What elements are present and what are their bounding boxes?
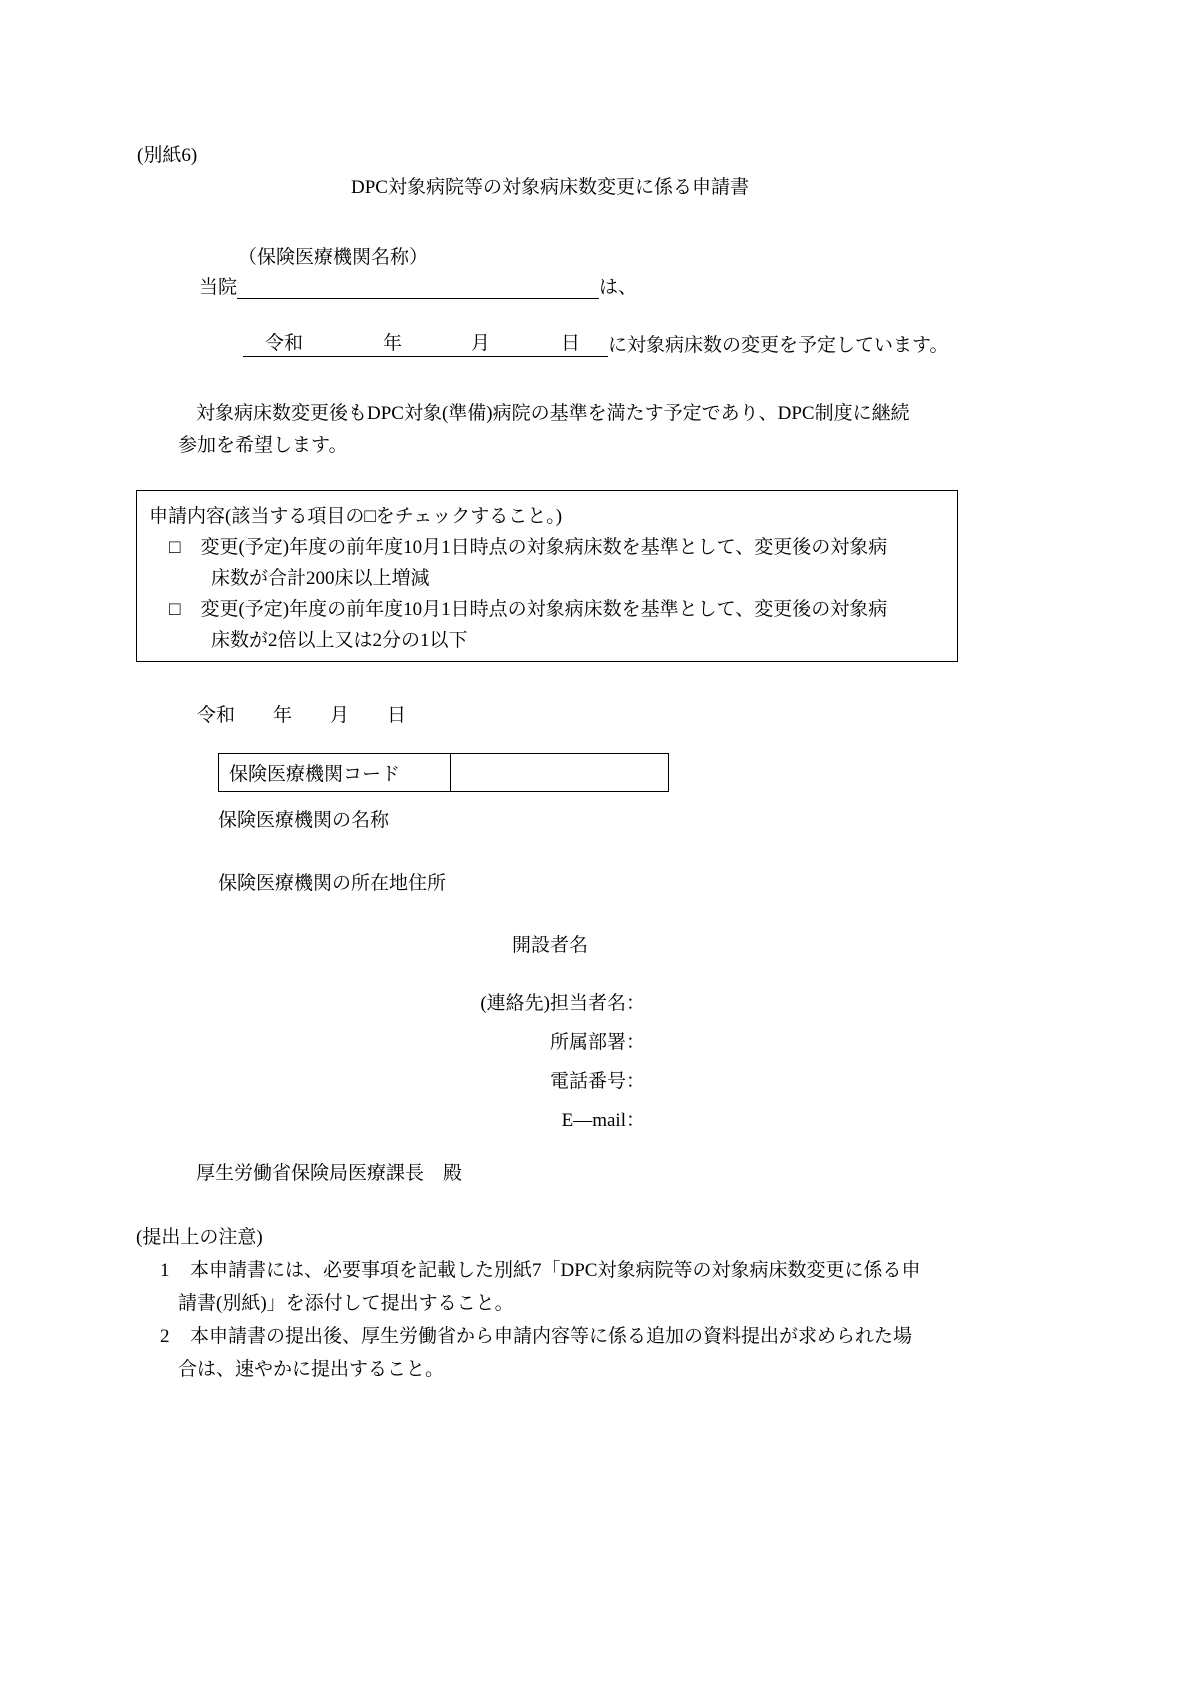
page-title: DPC対象病院等の対象病床数変更に係る申請書 xyxy=(351,177,749,198)
statement-line-1: 対象病床数変更後もDPC対象(準備)病院の基準を満たす予定であり、DPC制度に継続 xyxy=(196,403,910,424)
institution-name-field-label: 保険医療機関の名称 xyxy=(218,810,390,831)
attachment-label: (別紙6) xyxy=(137,145,198,166)
year-label: 年 xyxy=(383,333,403,354)
application-content-box xyxy=(136,490,958,662)
note-2-line-2: 合は、速やかに提出すること。 xyxy=(178,1359,445,1380)
notes-heading: (提出上の注意) xyxy=(136,1227,263,1248)
note-2-number: 2 xyxy=(160,1326,170,1347)
contact-email-label: E—mail： xyxy=(561,1110,645,1131)
planned-date-suffix: に対象病床数の変更を予定しています。 xyxy=(608,335,949,356)
founder-name-field-label: 開設者名 xyxy=(512,935,589,956)
planned-date-line xyxy=(243,330,948,357)
institution-code-label: 保険医療機関コード xyxy=(219,754,451,792)
institution-code-table xyxy=(218,753,669,792)
hospital-name-prefix: 当院 xyxy=(199,277,238,298)
institution-code-value-field xyxy=(451,754,669,792)
day-label: 日 xyxy=(561,333,581,354)
box-item-1 xyxy=(149,532,947,594)
box-item-2-line1: 変更(予定)年度の前年度10月1日時点の対象病床数を基準として、変更後の対象病 xyxy=(200,599,888,620)
box-item-1-line2: 床数が合計200床以上増減 xyxy=(211,568,430,589)
era-label: 令和 xyxy=(265,333,304,354)
addressee-line: 厚生労働省保険局医療課長 殿 xyxy=(196,1163,463,1184)
box-item-2 xyxy=(149,594,947,656)
note-2-text: 本申請書の提出後、厚生労働省から申請内容等に係る追加の資料提出が求められた場 xyxy=(190,1326,913,1347)
institution-name-caption: （保険医療機関名称） xyxy=(238,247,429,268)
box-heading: 申請内容(該当する項目の□をチェックすること。) xyxy=(149,506,563,527)
checkbox-1: □ xyxy=(169,537,181,558)
note-2-line-1 xyxy=(160,1321,912,1348)
signature-date-line: 令和 年 月 日 xyxy=(197,705,407,726)
hospital-name-suffix: は、 xyxy=(599,277,638,298)
note-1-number: 1 xyxy=(160,1260,170,1281)
note-1-text: 本申請書には、必要事項を記載した別紙7「DPC対象病院等の対象病床数変更に係る申 xyxy=(190,1260,921,1281)
institution-address-field-label: 保険医療機関の所在地住所 xyxy=(218,873,447,894)
checkbox-2: □ xyxy=(169,599,181,620)
box-item-2-line2: 床数が2倍以上又は2分の1以下 xyxy=(211,630,468,651)
box-item-1-line1: 変更(予定)年度の前年度10月1日時点の対象病床数を基準として、変更後の対象病 xyxy=(200,537,888,558)
hospital-name-line xyxy=(199,272,637,299)
contact-department-label: 所属部署： xyxy=(549,1032,645,1053)
note-1-line-2: 請書(別紙)」を添付して提出すること。 xyxy=(178,1293,514,1314)
contact-block xyxy=(300,984,645,1140)
contact-person-label: (連絡先)担当者名： xyxy=(480,993,645,1014)
statement-line-2: 参加を希望します。 xyxy=(178,435,348,456)
month-label: 月 xyxy=(471,333,491,354)
note-1-line-1 xyxy=(160,1255,920,1282)
hospital-name-blank-field xyxy=(237,274,599,299)
contact-phone-label: 電話番号： xyxy=(549,1071,645,1092)
planned-date-blank-field xyxy=(243,332,608,357)
